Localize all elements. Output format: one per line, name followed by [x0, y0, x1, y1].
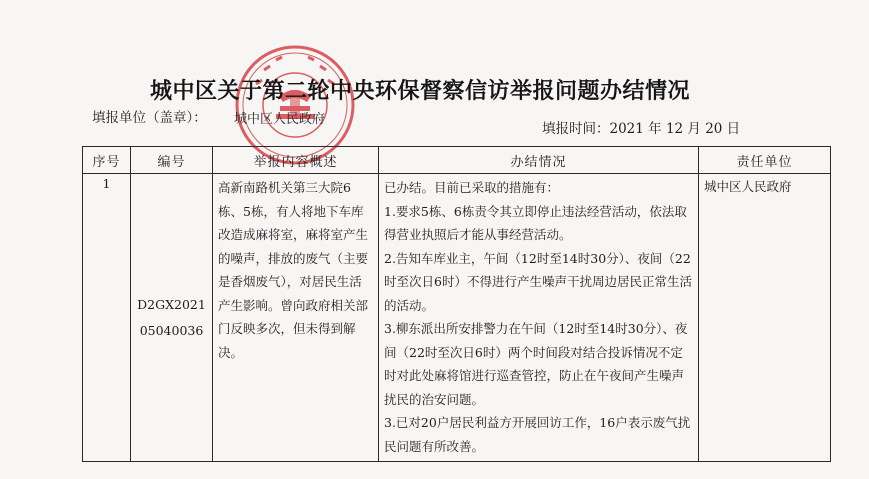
cell-code: D2GX202105040036	[131, 174, 213, 462]
reporting-unit-value: 城中区人民政府	[234, 112, 326, 127]
cell-unit: 城中区人民政府	[699, 174, 831, 462]
result-line: 1.要求5栋、6栋责令其立即停止违法经营活动，依法取得营业执照后才能从事经营活动。	[384, 203, 687, 242]
header-code: 编号	[131, 147, 213, 174]
header-unit: 责任单位	[699, 147, 831, 174]
result-line: 已办结。目前已采取的措施有：	[384, 180, 560, 195]
document-title: 城中区关于第二轮中央环保督察信访举报问题办结情况	[150, 79, 691, 104]
cell-seq: 1	[83, 174, 131, 462]
cell-result	[379, 174, 699, 462]
result-line: 2.告知车库业主，午间（12时至14时30分）、夜间（22时至次日6时）不得进行产生噪声干扰周边居民正常生活的活动。	[384, 250, 692, 313]
report-table	[82, 146, 831, 462]
header-seq: 序号	[83, 147, 131, 174]
result-line: 3.已对20户居民利益方开展回访工作，16户表示废气扰民问题有所改善。	[384, 415, 691, 454]
header-result: 办结情况	[379, 147, 699, 174]
header-summary: 举报内容概述	[213, 147, 379, 174]
report-date: 填报时间：2021 年 12 月 20 日	[542, 121, 741, 137]
table-row	[83, 174, 831, 462]
table-header-row	[83, 147, 831, 174]
cell-summary: 高新南路机关第三大院6栋、5栋，有人将地下车库改造成麻将室，麻将室产生的噪声，排放的废气（主要是香烟废气），对居民生活产生影响。曾向政府相关部门反映多次，但未得到解决。	[213, 174, 379, 462]
result-line: 3.柳东派出所安排警力在午间（12时至14时30分）、夜间（22时至次日6时）两个时间段对结合投诉情况不定时对此处麻将馆进行巡查管控，防止在午夜间产生噪声扰民的治安问题。	[384, 321, 688, 407]
reporting-unit-label: 填报单位（盖章）：	[92, 110, 207, 126]
